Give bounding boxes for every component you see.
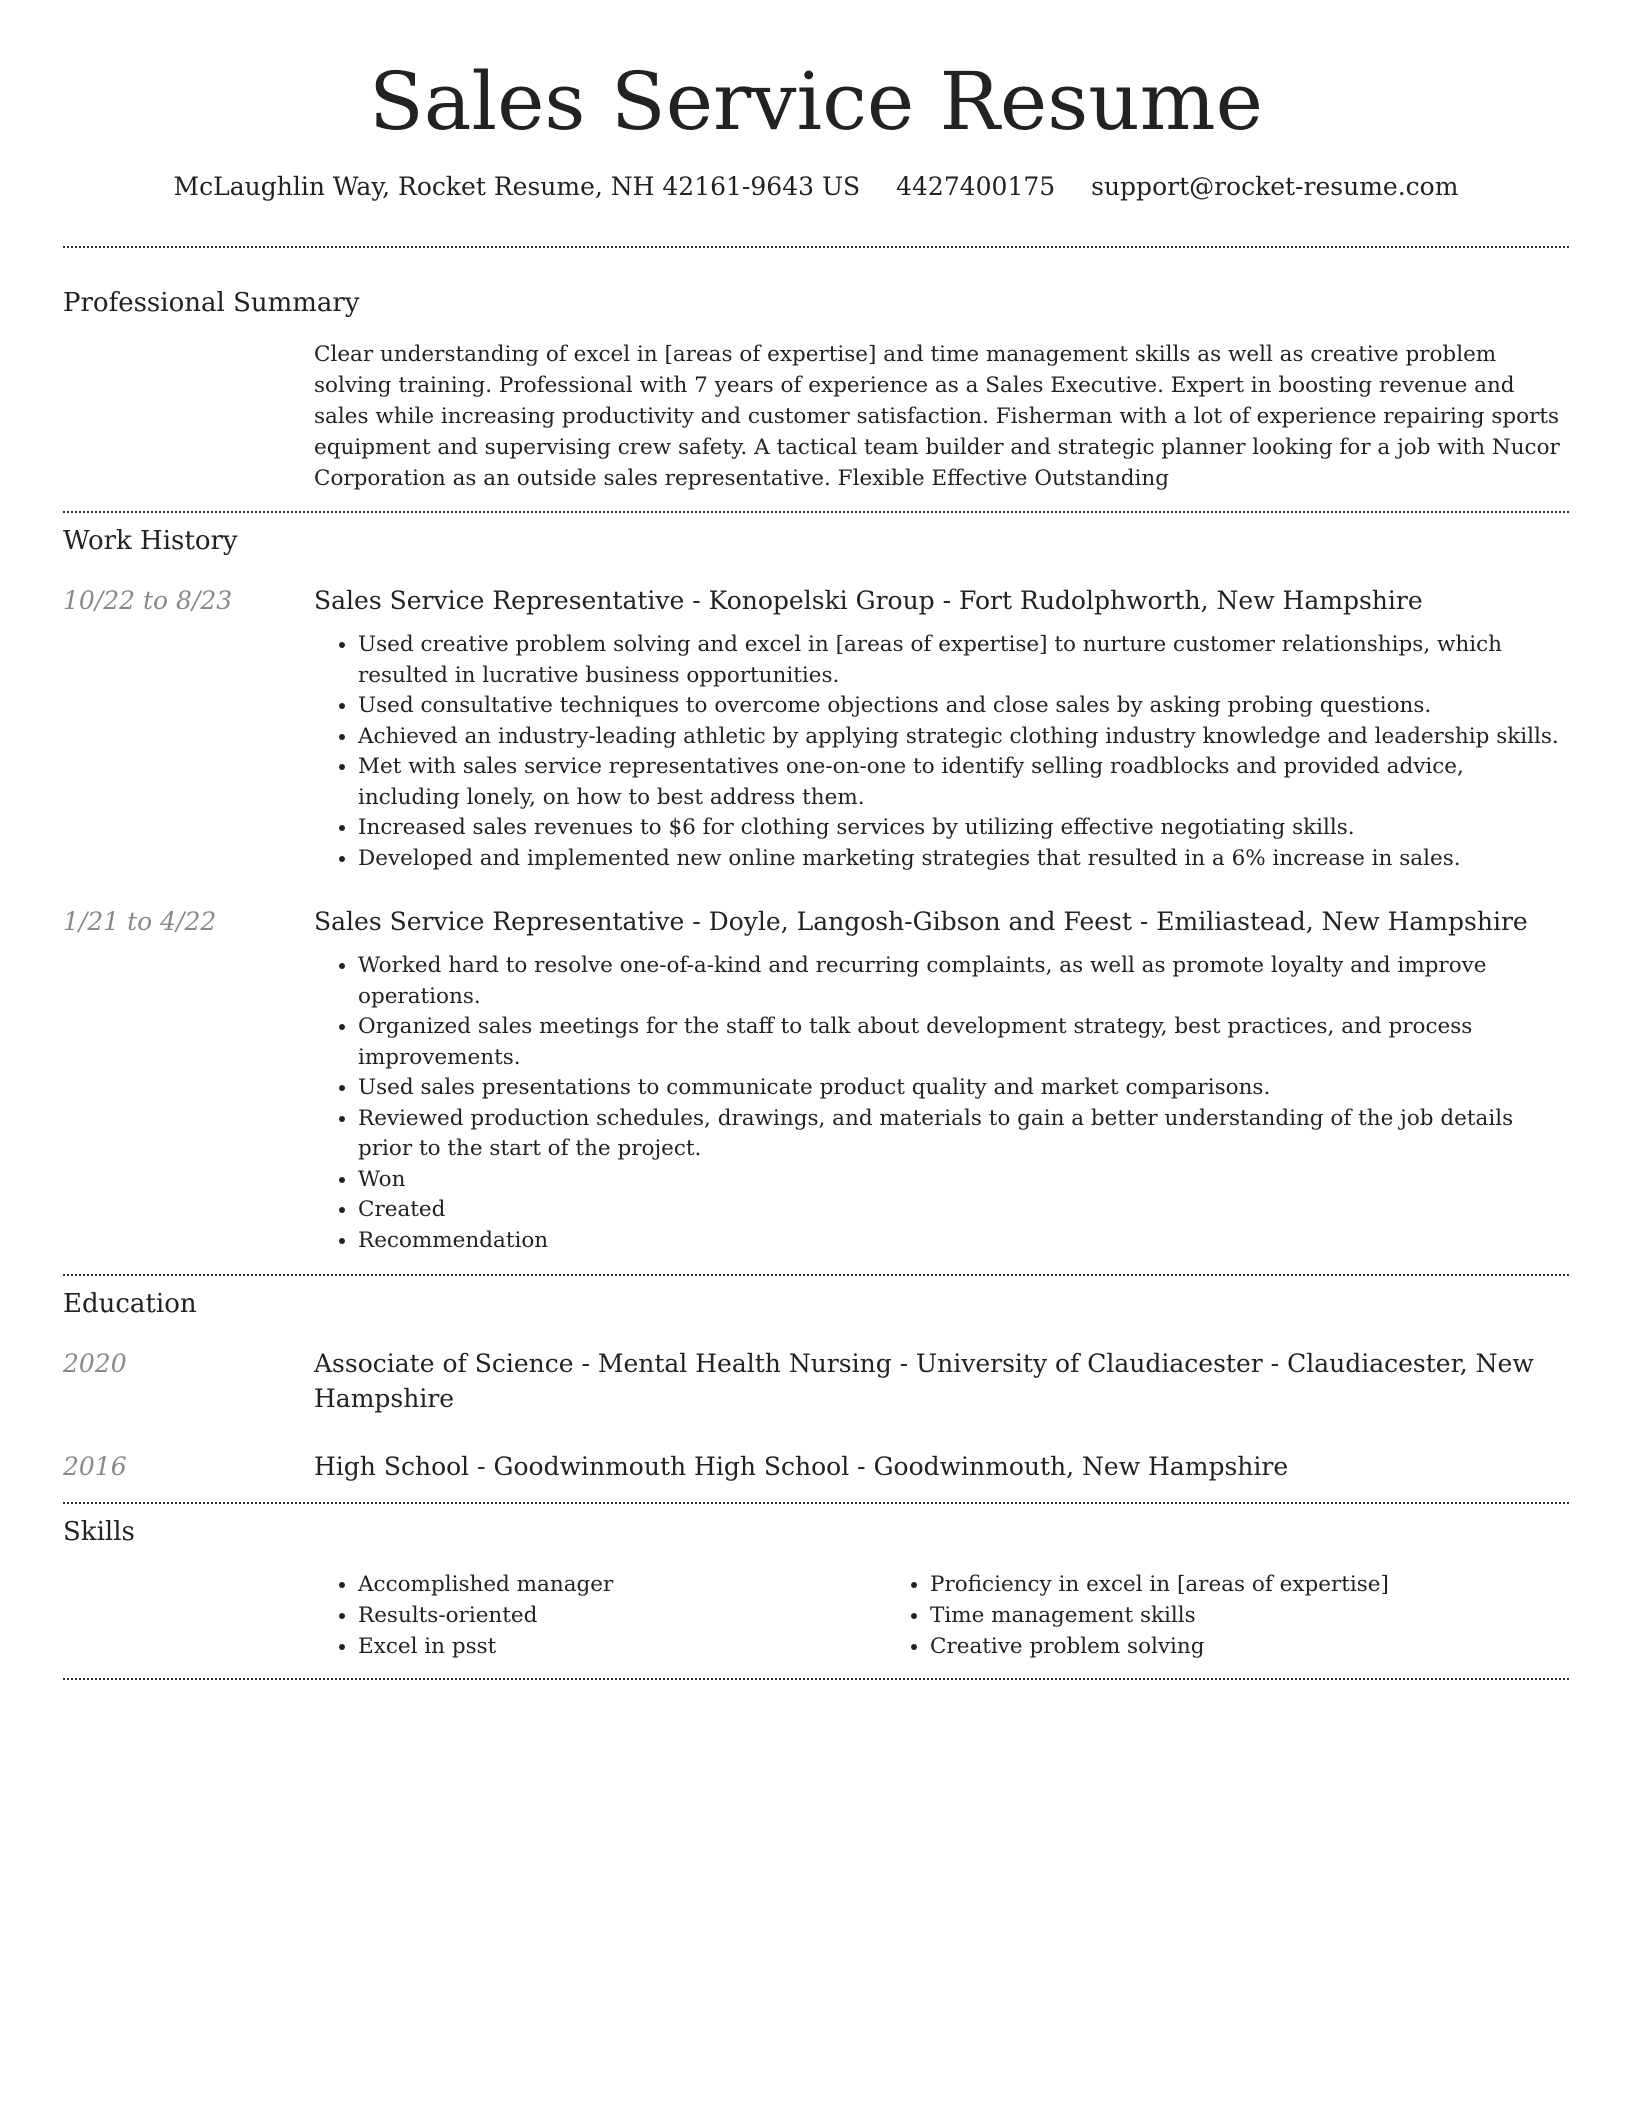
skills-heading: Skills xyxy=(63,1517,135,1547)
list-item: • Increased sales revenues to $6 for clothing services by utilizing effective negotiating skills. xyxy=(358,813,1569,844)
job-details: - Konopelski Group - Fort Rudolphworth, New Hampshire xyxy=(684,586,1423,615)
contact-line xyxy=(63,170,1569,204)
education-title xyxy=(314,1346,1569,1416)
summary-spacer xyxy=(63,339,314,511)
job-dates: 1/21 to 4/22 xyxy=(63,907,217,936)
job-bullets xyxy=(314,630,1569,874)
job-role: Sales Service Representative xyxy=(314,907,685,936)
list-item: • Met with sales service representatives one-on-one to identify selling roadblocks and provided advice, including lonely, on how to best address them. xyxy=(358,752,1569,813)
list-item: • Results-oriented xyxy=(358,1600,886,1631)
job-role: Sales Service Representative xyxy=(314,586,685,615)
skills-section xyxy=(63,1504,1569,1678)
education-details: - University of Claudiacester - Claudiacester, New Hampshire xyxy=(314,1349,1534,1413)
list-item: • Used sales presentations to communicate product quality and market comparisons. xyxy=(358,1073,1569,1104)
list-item: • Developed and implemented new online marketing strategies that resulted in a 6% increase in sales. xyxy=(358,844,1569,875)
summary-heading: Professional Summary xyxy=(63,288,360,318)
resume-title: Sales Service Resume xyxy=(368,55,1264,148)
summary-text: Clear understanding of excel in [areas of expertise] and time management skills as well as creative problem solving training. Professional with 7 years of experience as a Sales Executive. Expert in boosting revenue and sales while increasing productivity and customer satisfaction. Fisherman with a lot of experience repairing sports equipment and supervising crew safety. A tactical team builder and strategic planner looking for a job with Nucor Corporation as an outside sales representative. Flexible Effective Outstanding xyxy=(314,342,1560,491)
education-details: - Goodwinmouth High School - Goodwinmouth, New Hampshire xyxy=(469,1452,1289,1481)
contact-phone: 4427400175 xyxy=(896,172,1056,201)
contact-email: support@rocket-resume.com xyxy=(1091,172,1459,201)
list-item: • Used creative problem solving and excel in [areas of expertise] to nurture customer relationships, which resulted in lucrative business opportunities. xyxy=(358,630,1569,691)
job-dates: 10/22 to 8/23 xyxy=(63,586,233,615)
education-degree: High School xyxy=(314,1452,470,1481)
list-item: • Created xyxy=(358,1195,1569,1226)
education-title xyxy=(314,1449,1569,1484)
education-degree: Associate of Science - Mental Health Nursing xyxy=(314,1349,892,1378)
list-item: • Creative problem solving xyxy=(930,1631,1389,1662)
list-item: • Organized sales meetings for the staff to talk about development strategy, best practices, and process improvements. xyxy=(358,1012,1569,1073)
skills-list-left xyxy=(314,1569,886,1662)
list-item: • Worked hard to resolve one-of-a-kind and recurring complaints, as well as promote loyalty and improve operations. xyxy=(358,951,1569,1012)
list-item: • Reviewed production schedules, drawings, and materials to gain a better understanding of the job details prior to the start of the project. xyxy=(358,1104,1569,1165)
education-entry xyxy=(63,1449,1569,1502)
job-title xyxy=(314,904,1569,939)
skills-grid xyxy=(314,1569,1569,1662)
list-item: • Used consultative techniques to overcome objections and close sales by asking probing questions. xyxy=(358,691,1569,722)
list-item: • Excel in psst xyxy=(358,1631,886,1662)
education-year: 2020 xyxy=(63,1349,127,1378)
list-item: • Time management skills xyxy=(930,1600,1389,1631)
section-divider xyxy=(63,1678,1569,1680)
education-entry xyxy=(63,1346,1569,1416)
summary-section xyxy=(63,248,1569,511)
skills-spacer xyxy=(63,1569,314,1662)
education-year: 2016 xyxy=(63,1452,127,1481)
work-history-section xyxy=(63,513,1569,1274)
list-item: • Achieved an industry-leading athletic by applying strategic clothing industry knowledge and leadership skills. xyxy=(358,722,1569,753)
contact-address: McLaughlin Way, Rocket Resume, NH 42161-9643 US xyxy=(173,172,861,201)
list-item: • Proficiency in excel in [areas of expertise] xyxy=(930,1569,1389,1600)
skills-list-right xyxy=(886,1569,1389,1662)
job-entry xyxy=(63,904,1569,1274)
job-title xyxy=(314,583,1569,618)
work-history-heading: Work History xyxy=(63,526,238,556)
resume-header xyxy=(63,0,1569,204)
job-details: - Doyle, Langosh-Gibson and Feest - Emiliastead, New Hampshire xyxy=(684,907,1528,936)
list-item: • Recommendation xyxy=(358,1226,1569,1257)
list-item: • Won xyxy=(358,1165,1569,1196)
list-item: • Accomplished manager xyxy=(358,1569,886,1600)
job-bullets xyxy=(314,951,1569,1274)
education-section xyxy=(63,1276,1569,1502)
education-heading: Education xyxy=(63,1289,197,1319)
job-entry xyxy=(63,583,1569,874)
